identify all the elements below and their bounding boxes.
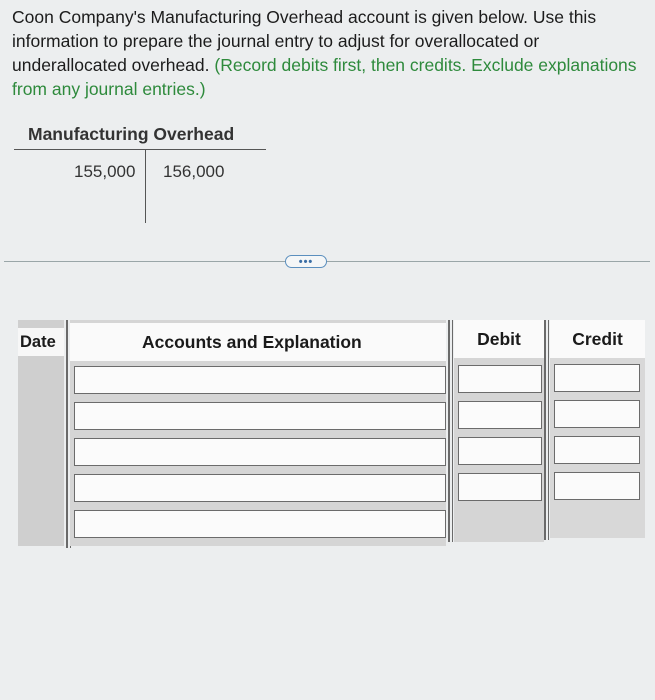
debit-input-row-1[interactable]	[458, 365, 542, 393]
t-account	[14, 122, 266, 224]
debit-input-row-4[interactable]	[458, 473, 542, 501]
debit-header: Debit	[454, 320, 544, 358]
debit-input-row-2[interactable]	[458, 401, 542, 429]
section-divider	[4, 261, 650, 262]
date-header: Date	[18, 328, 64, 356]
question-body: Coon Company's Manufacturing Overhead account is given below. Use this information to prepare the journal entry to adjust for overallocated or underallocated overhead.	[12, 7, 597, 75]
question-text	[12, 5, 648, 101]
t-account-vertical-rule	[145, 149, 146, 223]
credit-input-row-1[interactable]	[554, 364, 640, 392]
account-input-row-5[interactable]	[74, 510, 446, 538]
debit-input-row-3[interactable]	[458, 437, 542, 465]
accounts-header: Accounts and Explanation	[70, 323, 446, 361]
t-account-title: Manufacturing Overhead	[28, 124, 235, 144]
account-input-row-4[interactable]	[74, 474, 446, 502]
credit-header: Credit	[550, 320, 645, 358]
credit-input-row-4[interactable]	[554, 472, 640, 500]
expand-more-button[interactable]: •••	[285, 255, 327, 268]
credit-input-row-2[interactable]	[554, 400, 640, 428]
account-input-row-1[interactable]	[74, 366, 446, 394]
t-account-credit-value: 156,000	[163, 162, 225, 181]
account-input-row-3[interactable]	[74, 438, 446, 466]
account-input-row-2[interactable]	[74, 402, 446, 430]
question-instruction: (Record debits first, then credits. Exclude explanations from any journal entries.)	[12, 55, 637, 99]
column-separator	[66, 320, 68, 548]
journal-entry-table	[18, 320, 645, 550]
column-separator	[544, 320, 546, 540]
t-account-horizontal-rule	[14, 149, 266, 150]
column-separator	[448, 320, 450, 542]
t-account-debit-value: 155,000	[74, 162, 136, 181]
credit-input-row-3[interactable]	[554, 436, 640, 464]
